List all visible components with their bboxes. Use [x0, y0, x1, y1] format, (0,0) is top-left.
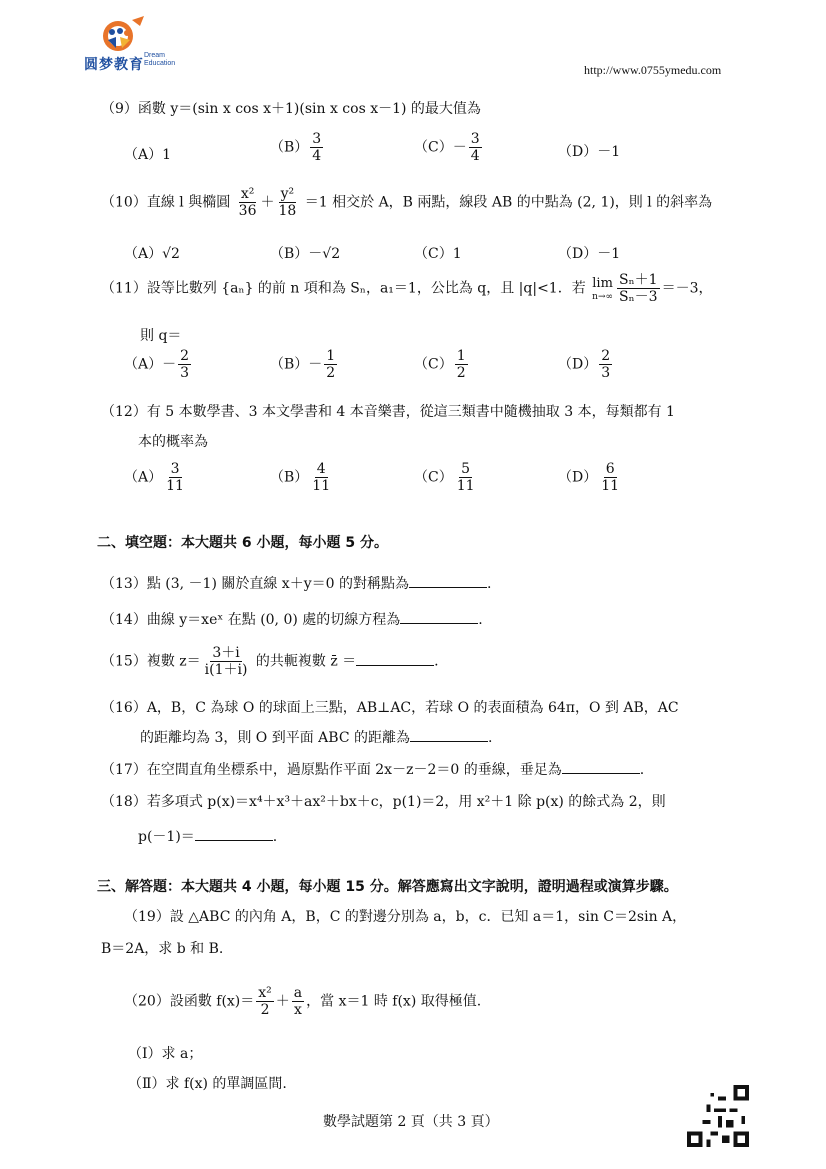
question-20: （20）設函數 f(x)＝ $\frac{\text{x²}}{2}$ ＋ $\frac{a}{x}$ ，當 x＝1 時 f(x) 取得極值.	[124, 985, 482, 1018]
question-16: （16）A，B，C 為球 O 的球面上三點，AB⊥AC，若球 O 的表面積為 64π，O 到 AB，AC	[101, 700, 679, 716]
question-19-line2: B＝2A，求 b 和 B.	[101, 941, 224, 957]
question-11: （11）設等比數列 {aₙ} 的前 n 項和為 Sₙ，a₁＝1，公比為 q，且 |q|<1．若 lim n→∞ $\frac{\text{Sₙ＋1}}{\text{Sₙ－3}}$ ＝－3，	[101, 272, 713, 305]
q11-option-c: （C） $\frac{1}{2}$	[414, 348, 466, 381]
logo	[84, 10, 194, 74]
question-20-part-2: （Ⅱ）求 f(x) 的單調區間.	[128, 1076, 287, 1092]
q9-option-d: （D）－1	[558, 144, 621, 160]
answer-blank	[410, 729, 488, 742]
question-10: （10）直線 l 與橢圓 $\frac{\text{x²}}{36}$ ＋ $\frac{\text{y²}}{18}$ ＝1 相交於 A，B 兩點，線段 AB 的中點為 (2, 1)，則 l 的斜率為	[101, 186, 713, 219]
question-17: （17）在空間直角坐標系中，過原點作平面 2x－z－2＝0 的垂線，垂足為 .	[101, 762, 645, 778]
question-9: （9）函數 y＝(sin x cos x＋1)(sin x cos x－1) 的最大值為	[101, 101, 481, 117]
q12-option-d: （D） $\frac{6}{11}$	[558, 461, 620, 494]
q12-option-b: （B） $\frac{4}{11}$	[270, 461, 331, 494]
q9-option-a: （A）1	[124, 147, 172, 163]
q10-option-a: （A）√2	[124, 246, 180, 262]
q11-option-a: （A）－ $\frac{2}{3}$	[124, 348, 190, 381]
section-3-heading: 三、解答題：本大題共 4 小題，每小題 15 分。解答應寫出文字說明，證明過程或演算步驟。	[97, 879, 678, 895]
q12-option-a: （A） $\frac{3}{11}$	[124, 461, 184, 494]
section-2-heading: 二、填空題：本大題共 6 小題，每小題 5 分。	[97, 535, 388, 551]
q10-option-c: （C）1	[414, 246, 462, 262]
q10-option-b: （B）－√2	[270, 246, 341, 262]
logo-english-text: Dream Education	[144, 52, 176, 67]
answer-blank	[409, 575, 487, 588]
page-footer: 數學試題第 2 頁（共 3 頁）	[323, 1114, 499, 1130]
question-12: （12）有 5 本數學書、3 本文學書和 4 本音樂書，從這三類書中隨機抽取 3 本，每類都有 1	[101, 404, 675, 420]
question-16-line2: 的距離均為 3，則 O 到平面 ABC 的距離為 .	[140, 730, 493, 746]
question-18: （18）若多項式 p(x)＝x⁴＋x³＋ax²＋bx＋c，p(1)＝2，用 x²＋1 除 p(x) 的餘式為 2，則	[101, 794, 666, 810]
question-20-part-1: （Ⅰ）求 a；	[128, 1046, 203, 1062]
answer-blank	[562, 761, 640, 774]
answer-blank	[400, 611, 478, 624]
q11-option-b: （B）－ $\frac{1}{2}$	[270, 348, 336, 381]
question-15: （15）複數 z＝ $\frac{3+i}{i(1+i)}$ 的共軛複數 z̄ ＝ .	[101, 645, 439, 678]
q10-option-d: （D）－1	[558, 246, 621, 262]
question-13: （13）點 (3, －1) 關於直線 x＋y＝0 的對稱點為 .	[101, 576, 492, 592]
answer-blank	[356, 653, 434, 666]
answer-blank	[195, 828, 273, 841]
q11-option-d: （D） $\frac{2}{3}$	[558, 348, 611, 381]
q9-option-c: （C）－ $\frac{3}{4}$	[414, 131, 480, 164]
qr-code-icon	[686, 1085, 750, 1147]
q12-option-c: （C） $\frac{5}{11}$	[414, 461, 475, 494]
q9-option-b: （B） $\frac{3}{4}$	[270, 131, 322, 164]
logo-emblem-icon	[84, 10, 154, 54]
question-11-line2: 則 q＝	[140, 328, 182, 344]
question-19: （19）設 △ABC 的內角 A，B，C 的對邊分別為 a，b，c．已知 a＝1，sin C＝2sin A，	[124, 909, 687, 925]
question-18-line2: p(－1)＝ .	[138, 829, 278, 845]
question-14: （14）曲線 y＝xeˣ 在點 (0, 0) 處的切線方程為 .	[101, 612, 483, 628]
logo-chinese-text: 圆梦教育	[84, 57, 144, 73]
header-url[interactable]: http://www.0755ymedu.com	[584, 63, 722, 77]
question-12-line2: 本的概率為	[138, 434, 208, 450]
